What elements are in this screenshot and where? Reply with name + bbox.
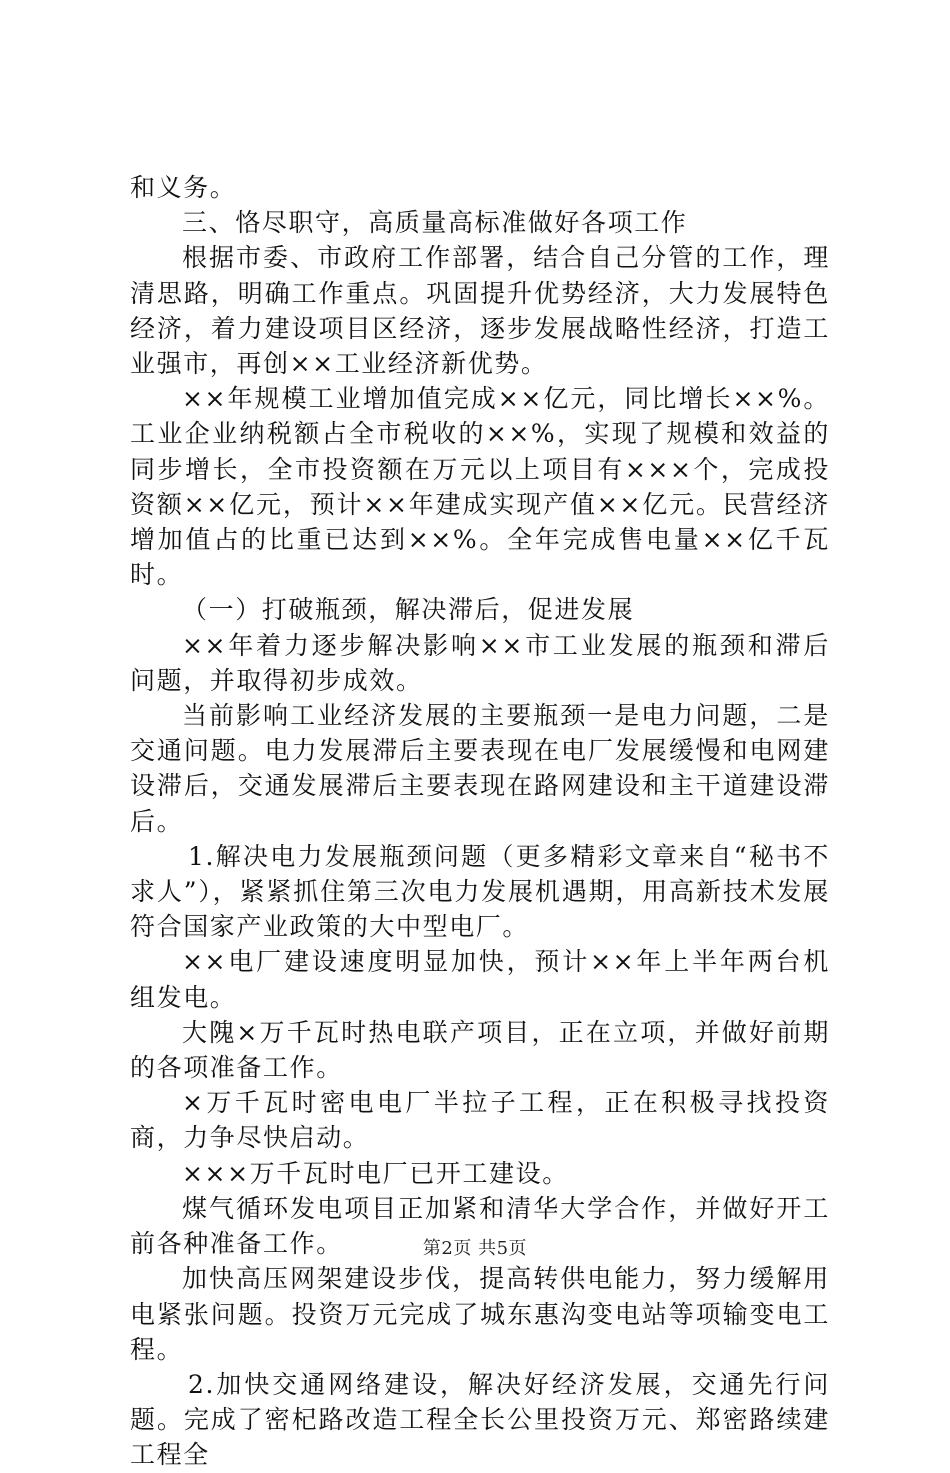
paragraph-power-plant-a: ××电厂建设速度明显加快，预计××年上半年两台机组发电。 xyxy=(130,947,830,1012)
paragraph-item-2-transport: 2.加快交通网络建设，解决好经济发展，交通先行问题。完成了密杞路改造工程全长公里投资万元、郑密路续建工程全 xyxy=(130,1369,830,1470)
subsection-heading-1: （一）打破瓶颈，解决滞后，促进发展 xyxy=(182,595,635,625)
paragraph-industry-stats: ××年规模工业增加值完成××亿元，同比增长××%。工业企业纳税额占全市税收的××%，实现了规模和效益的同步增长，全市投资额在万元以上项目有×××个，完成投资额××亿元，预计××年建成实现产值××亿元。民营经济增加值占的比重已达到××%。全年完成售电量××亿千瓦时。 xyxy=(130,384,830,590)
paragraph-grid-construction: 加快高压网架建设步伐，提高转供电能力，努力缓解用电紧张问题。投资万元完成了城东惠沟变电站等项输变电工程。 xyxy=(130,1264,830,1364)
paragraph-power-plant-c: ×万千瓦时密电电厂半拉子工程，正在积极寻找投资商，力争尽快启动。 xyxy=(130,1088,830,1153)
paragraph-power-plant-b: 大隗×万千瓦时热电联产项目，正在立项，并做好前期的各项准备工作。 xyxy=(130,1017,830,1083)
paragraph-bottleneck-detail: 当前影响工业经济发展的主要瓶颈一是电力问题，二是交通问题。电力发展滞后主要表现在电厂发展缓慢和电网建设滞后，交通发展滞后主要表现在路网建设和主干道建设滞后。 xyxy=(130,701,830,836)
document-body xyxy=(130,170,830,1473)
page-footer: 第2页 共5页 xyxy=(422,1238,528,1259)
paragraph-gas-power: 煤气循环发电项目正加紧和清华大学合作，并做好开工前各种准备工作。 xyxy=(130,1193,830,1259)
paragraph-power-plant-d: ×××万千瓦时电厂已开工建设。 xyxy=(182,1158,569,1188)
paragraph-work-plan: 根据市委、市政府工作部署，结合自己分管的工作，理清思路，明确工作重点。巩固提升优势经济，大力发展特色经济，着力建设项目区经济，逐步发展战略性经济，打造工业强市，再创××工业经济新优势。 xyxy=(130,243,830,379)
section-heading-3: 三、恪尽职守，高质量高标准做好各项工作 xyxy=(182,208,688,238)
paragraph-item-1-power: 1.解决电力发展瓶颈问题（更多精彩文章来自“秘书不求人”），紧紧抓住第三次电力发展机遇期，用高新技术发展符合国家产业政策的大中型电厂。 xyxy=(130,841,830,942)
paragraph-continuation: 和义务。 xyxy=(130,173,237,202)
paragraph-bottleneck-intro: ××年着力逐步解决影响××市工业发展的瓶颈和滞后问题，并取得初步成效。 xyxy=(130,630,830,695)
